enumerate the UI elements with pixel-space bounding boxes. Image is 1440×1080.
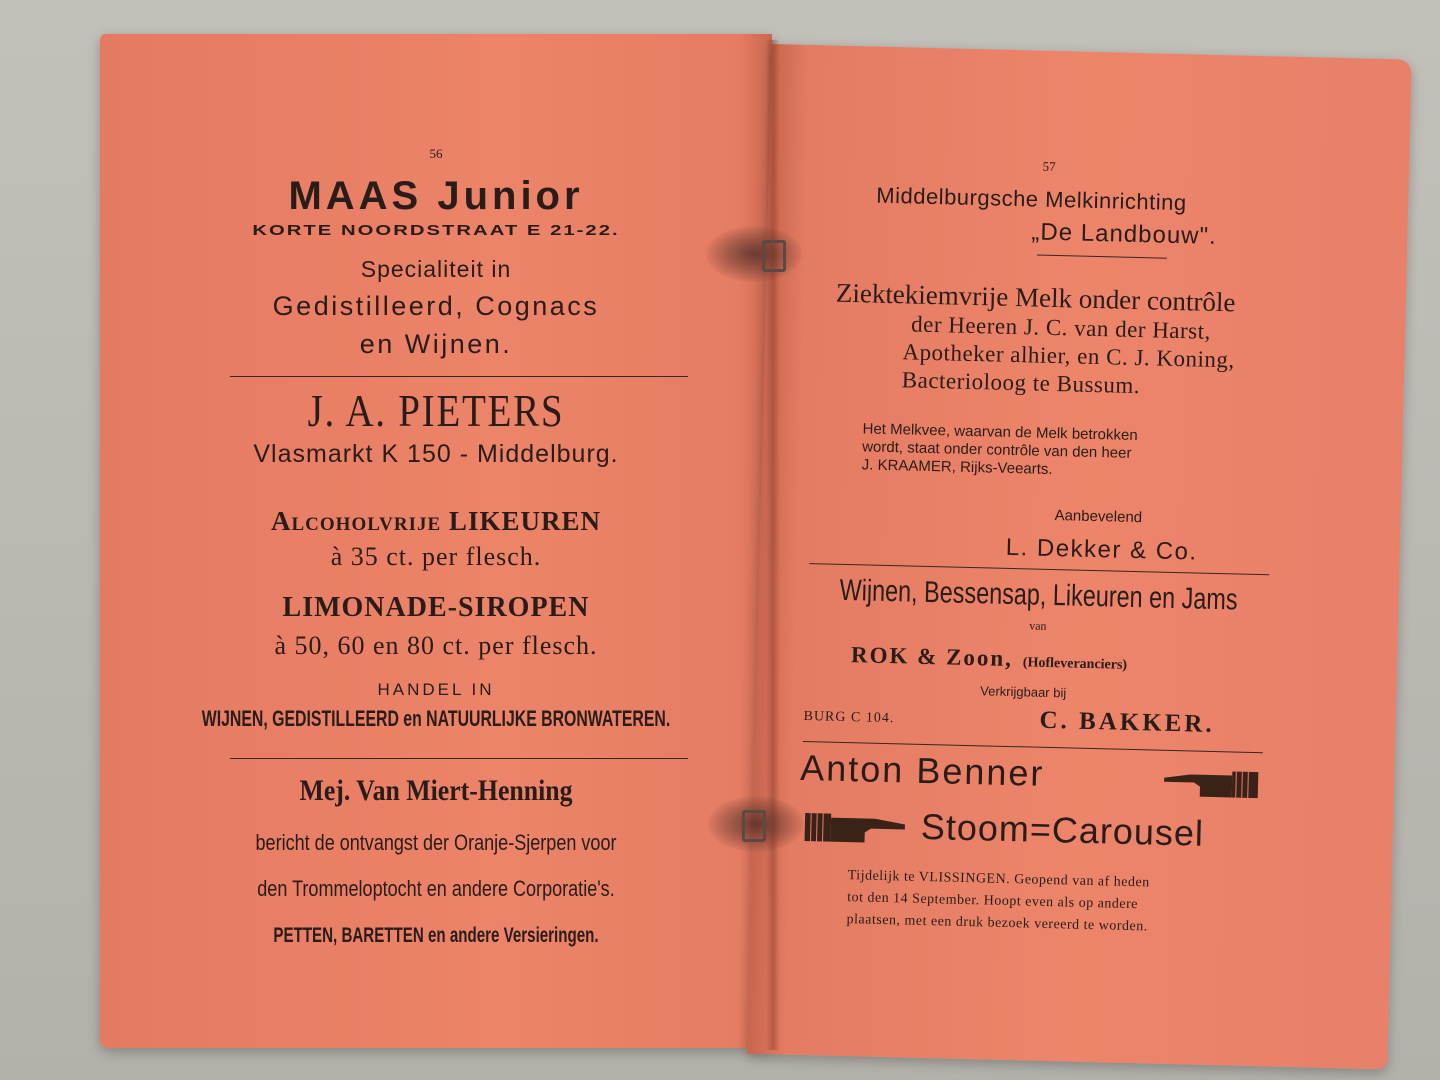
miert-line-2: den Trommeloptocht en andere Corporatie's. bbox=[257, 876, 615, 901]
melk-line-1: Ziektekiemvrije Melk onder contrôle bbox=[835, 277, 1236, 318]
pointing-hand-left-icon bbox=[1160, 766, 1261, 804]
maas-line-1: Specialiteit in bbox=[360, 256, 512, 282]
melk-line-3: Apotheker alhier, en C. J. Koning, bbox=[902, 339, 1235, 373]
melk-line-4: Bacterioloog te Bussum. bbox=[901, 367, 1141, 399]
benner-title-1: Anton Benner bbox=[799, 746, 1045, 794]
benner-title-2: Stoom=Carousel bbox=[920, 805, 1205, 854]
pointing-hand-right-icon bbox=[802, 807, 909, 850]
staple-stain bbox=[706, 226, 802, 282]
benner-line-2: tot den 14 September. Hoopt even als op andere bbox=[846, 890, 1139, 913]
pieters-title: J. A. PIETERS bbox=[307, 385, 565, 436]
divider bbox=[809, 563, 1269, 575]
pieters-line-4: à 50, 60 en 80 ct. per flesch. bbox=[274, 631, 598, 660]
melk-small-2: wordt, staat onder contrôle van den heer bbox=[861, 438, 1132, 462]
benner-line-1: Tijdelijk te VLISSINGEN. Geopend van af heden bbox=[847, 868, 1150, 891]
melk-title-1: Middelburgsche Melkinrichting bbox=[876, 182, 1187, 216]
maas-address: KORTE NOORDSTRAAT E 21-22. bbox=[252, 222, 620, 239]
rok-title: Wijnen, Bessensap, Likeuren en Jams bbox=[839, 573, 1238, 617]
short-divider bbox=[1037, 255, 1167, 259]
rok-seller: C. BAKKER. bbox=[1039, 706, 1215, 739]
melk-line-2: der Heeren J. C. van der Harst, bbox=[910, 311, 1212, 344]
melk-title-2: „De Landbouw". bbox=[1031, 218, 1218, 250]
pieters-line-3: LIMONADE-SIROPEN bbox=[282, 592, 590, 623]
miert-line-1: bericht de ontvangst der Oranje-Sjerpen voor bbox=[255, 830, 617, 855]
melk-small-1: Het Melkvee, waarvan de Melk betrokken bbox=[862, 420, 1138, 445]
melk-aanbevelend: Aanbevelend bbox=[1054, 507, 1143, 527]
right-page bbox=[747, 44, 1411, 1069]
rok-van: van bbox=[1029, 618, 1047, 633]
book-spine bbox=[766, 40, 780, 1050]
maas-title: MAAS Junior bbox=[288, 174, 584, 218]
pieters-line-2: à 35 ct. per flesch. bbox=[330, 542, 542, 571]
staple bbox=[762, 240, 786, 272]
miert-title: Mej. Van Miert-Henning bbox=[299, 774, 573, 807]
pieters-address: Vlasmarkt K 150 - Middelburg. bbox=[253, 440, 619, 468]
rok-address: BURG C 104. bbox=[803, 708, 895, 727]
maas-line-2: Gedistilleerd, Cognacs bbox=[272, 291, 600, 321]
staple bbox=[742, 810, 766, 842]
benner-line-3: plaatsen, met een druk bezoek vereerd te worden. bbox=[846, 912, 1148, 935]
left-page bbox=[100, 34, 772, 1048]
divider bbox=[230, 376, 688, 377]
pieters-line-1: Alcoholvrije LIKEUREN bbox=[271, 506, 601, 536]
pieters-line-6: WIJNEN, GEDISTILLEERD en NATUURLIJKE BRONWATEREN. bbox=[201, 706, 671, 731]
rok-verkrijgbaar: Verkrijgbaar bij bbox=[980, 683, 1067, 701]
maas-line-3: en Wijnen. bbox=[359, 329, 513, 359]
pieters-line-5: HANDEL IN bbox=[377, 680, 495, 699]
rok-firm-note: (Hofleveranciers) bbox=[1022, 655, 1128, 673]
melk-firm: L. Dekker & Co. bbox=[1005, 533, 1198, 566]
rok-firm-line bbox=[851, 642, 1128, 675]
rok-firm: ROK & Zoon, bbox=[850, 642, 1014, 672]
miert-line-3: PETTEN, BARETTEN en andere Versieringen. bbox=[273, 924, 599, 947]
page-number: 57 bbox=[1042, 158, 1056, 174]
divider bbox=[230, 758, 688, 759]
melk-small-3: J. KRAAMER, Rijks-Veearts. bbox=[861, 456, 1053, 478]
page-number: 56 bbox=[429, 146, 443, 161]
